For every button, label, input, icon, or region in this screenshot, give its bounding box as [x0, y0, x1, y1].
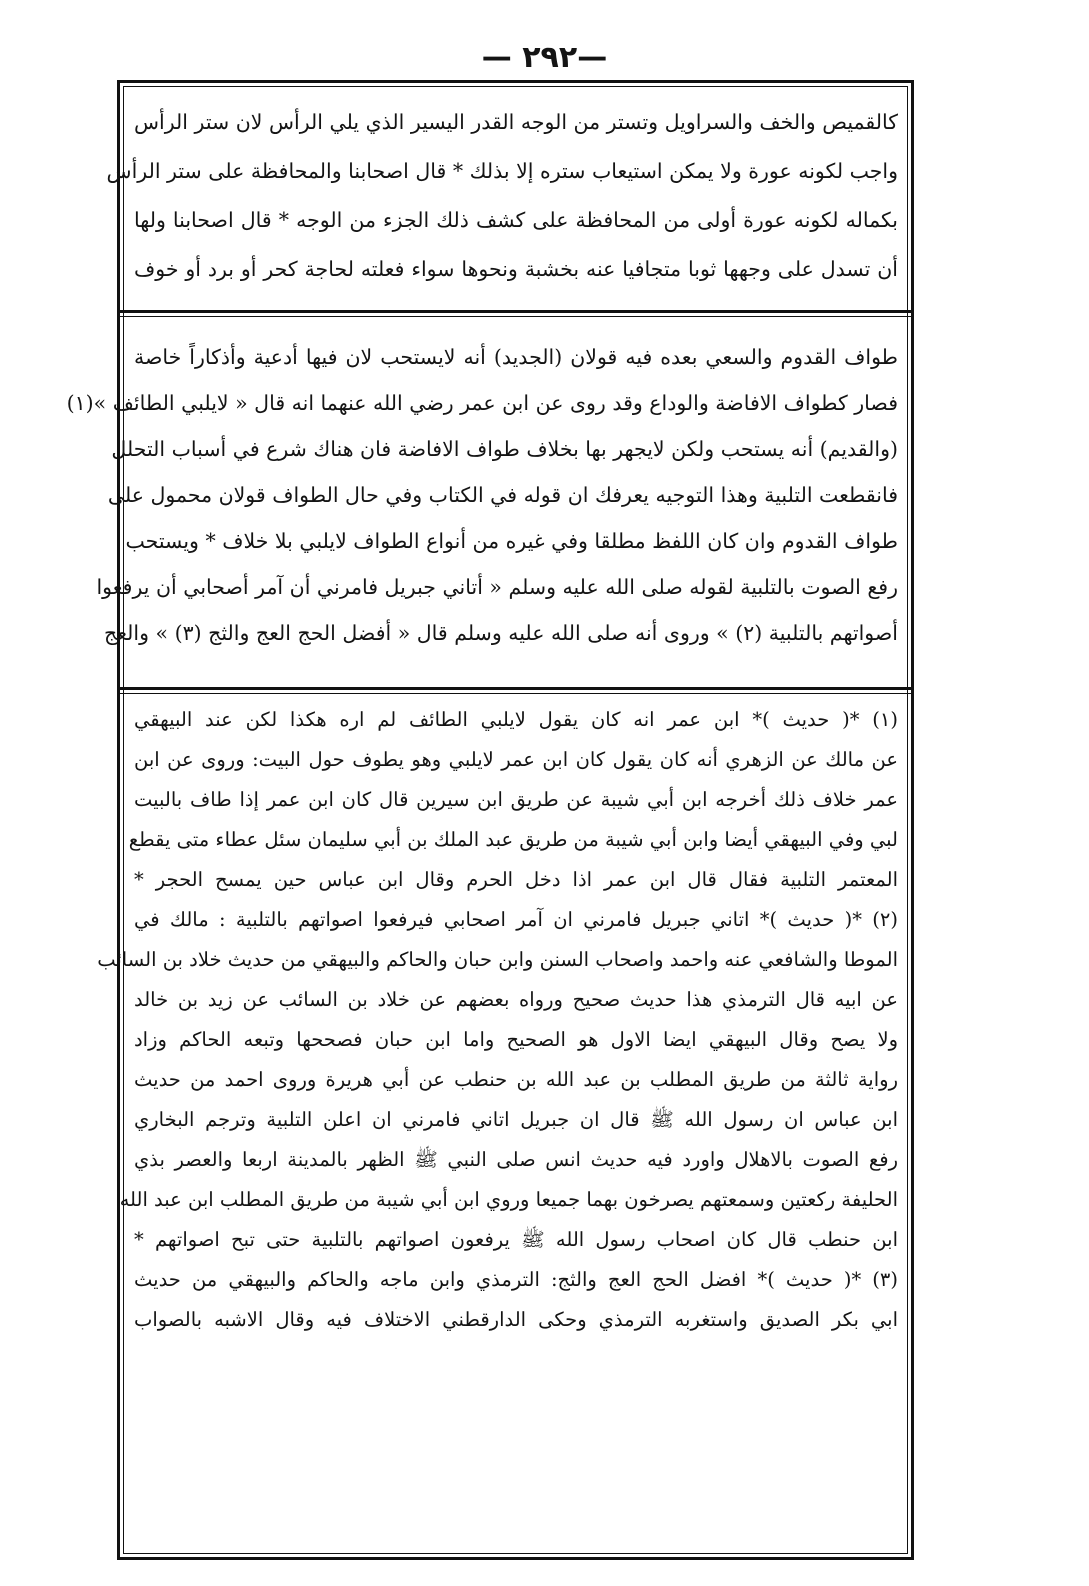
- footnote-line: ابن عباس ان رسول الله ﷺ قال ان جبريل اتاني فامرني ان اعلن التلبية وترجم البخاري: [134, 1108, 898, 1131]
- footnote-line: عن ابيه قال الترمذي هذا حديث صحيح ورواه بعضهم عن خلاد بن السائب عن زيد بن خالد: [134, 988, 898, 1011]
- text-line: واجب لكونه عورة ولا يمكن استيعاب ستره إلا بذلك * قال اصحابنا والمحافظة على ستر الرأس: [106, 159, 898, 183]
- footnote-line: (٣) *( حديث )* افضل الحج العج والثج: الترمذي وابن ماجه والحاكم والبيهقي من حديث: [134, 1268, 898, 1291]
- text-line: بكماله لكونه عورة أولى من المحافظة على كشف ذلك الجزء من الوجه * قال اصحابنا ولها: [134, 208, 898, 232]
- text-line: فانقطعت التلبية وهذا التوجيه يعرفك ان قوله في الكتاب وفي حال الطواف قولان محمول على: [107, 483, 898, 507]
- footnote-line: لبي وفي البيهقي أيضا وابن أبي شيبة من طريق عبد الملك بن أبي سليمان سئل عطاء متى يقطع: [128, 828, 898, 851]
- footnote-line: الموطا والشافعي عنه واحمد واصحاب السنن وابن حبان والحاكم والبيهقي من حديث خلاد بن السائب: [97, 948, 898, 971]
- text-line: طواف القدوم وان كان اللفظ مطلقا وفي غيره من أنواع الطواف لايلبي بلا خلاف * ويستحب: [125, 529, 898, 553]
- footnote-line: عمر خلاف ذلك أخرجه ابن أبي شيبة عن طريق ابن سيرين قال كان ابن عمر إذا طاف بالبيت: [134, 788, 898, 811]
- footnote-line: المعتمر التلبية فقال قال ابن عمر اذا دخل الحرم وقال ابن عباس حين يمسح الحجر *: [134, 868, 898, 891]
- footnote-line: ولا يصح وقال البيهقي ايضا الاول هو الصحيح واما ابن حبان فصححها وتبعه الحاكم وزاد: [134, 1028, 898, 1051]
- footnotes: [97, 700, 904, 1340]
- main-text-middle: [66, 334, 904, 656]
- footnote-line: ابي بكر الصديق واستغربه الترمذي وحكى الدارقطني الاختلاف فيه وقال الاشبه بالصواب: [134, 1308, 898, 1331]
- footnote-divider-thin: [120, 693, 911, 694]
- text-line: كالقميص والخف والسراويل وتستر من الوجه القدر اليسير الذي يلي الرأس لان ستر الرأس: [134, 110, 898, 134]
- text-line: أصواتهم بالتلبية (٢) » وروى أنه صلى الله عليه وسلم قال « أفضل الحج العج والثج (٣) » والعج: [104, 621, 898, 645]
- text-line: (والقديم) أنه يستحب ولكن لايجهر بها بخلاف طواف الافاضة فان هناك شرع في أسباب التحلل: [111, 437, 898, 461]
- footnote-line: (٢) *( حديث )* اتاني جبريل فامرني ان آمر اصحابي فيرفعوا اصواتهم بالتلبية : مالك في: [134, 908, 898, 931]
- footnote-line: ابن حنطب قال كان اصحاب رسول الله ﷺ يرفعون اصواتهم بالتلبية حتى تبح اصواتهم *: [134, 1228, 898, 1251]
- text-line: رفع الصوت بالتلبية لقوله صلى الله عليه وسلم « أتاني جبريل فامرني أن آمر أصحابي أن يرفعوا: [96, 575, 898, 599]
- footnote-line: رفع الصوت بالاهلال واورد فيه حديث انس صلى النبي ﷺ الظهر بالمدينة اربعا والعصر بذي: [134, 1148, 898, 1171]
- footnote-line: (١) *( حديث )* ابن عمر انه كان يقول لايلبي الطائف لم اره هكذا لكن عند البيهقي: [134, 708, 898, 731]
- footnote-line: الحليفة ركعتين وسمعتهم يصرخون بهما جميعا وروي ابن أبي شيبة من طريق المطلب ابن عبد الله: [119, 1188, 898, 1211]
- page-number: — ٢٩٢—: [481, 40, 608, 75]
- text-line: طواف القدوم والسعي بعده فيه قولان (الجديد) أنه لايستحب لان فيها أدعية وأذكاراً خاصة: [134, 345, 898, 369]
- footnote-line: رواية ثالثة من طريق المطلب بن عبد الله بن حنطب عن أبي هريرة وروى احمد من حديث: [134, 1068, 898, 1091]
- text-line: فصار كطواف الافاضة والوداع وقد روى عن ابن عمر رضي الله عنهما انه قال « لايلبي الطائف »(١): [66, 391, 898, 415]
- footnote-divider: [120, 687, 911, 690]
- text-line: أن تسدل على وجهها ثوبا متجافيا عنه بخشبة ونحوها سواء فعلته لحاجة كحر أو برد أو خوف: [134, 257, 898, 281]
- footnote-line: عن مالك عن الزهري أنه كان يقول كان ابن عمر لايلبي وهو يطوف حول البيت: وروى عن ابن: [134, 748, 898, 771]
- main-text-top: [106, 98, 904, 294]
- section-divider: [120, 310, 911, 313]
- section-divider-thin: [120, 316, 911, 317]
